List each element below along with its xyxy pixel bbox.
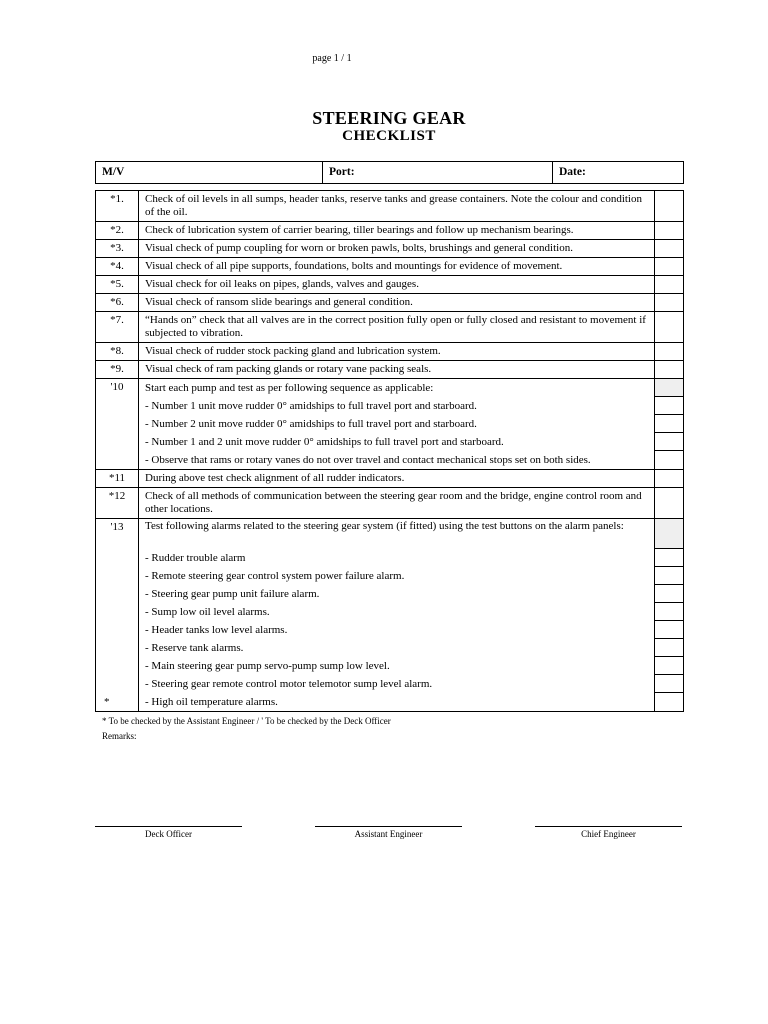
alarm-item: - Steering gear remote control motor telemotor sump level alarm. <box>145 678 433 690</box>
item-text: Visual check of ransom slide bearings and general condition. <box>139 294 655 312</box>
footnote: * To be checked by the Assistant Engineer / ' To be checked by the Deck Officer <box>102 716 391 726</box>
check-box[interactable] <box>655 258 684 276</box>
check-box[interactable] <box>655 519 683 549</box>
check-box[interactable] <box>655 488 684 519</box>
item-number: *5. <box>96 276 139 294</box>
alarm-item: - Main steering gear pump servo-pump sump low level. <box>145 660 390 672</box>
checklist-table <box>95 190 684 712</box>
checklist-row-alarm-test <box>96 519 684 712</box>
vessel-field[interactable]: M/V <box>96 162 323 184</box>
item-number: *9. <box>96 361 139 379</box>
check-box[interactable] <box>655 222 684 240</box>
check-box[interactable] <box>655 433 683 451</box>
check-box[interactable] <box>655 675 683 693</box>
deck-officer-signature-line[interactable] <box>95 826 242 827</box>
item-text: Check of lubrication system of carrier bearing, tiller bearings and follow up mechanism bearings. <box>139 222 655 240</box>
checklist-row <box>96 258 684 276</box>
alarm-item: - Remote steering gear control system power failure alarm. <box>145 570 405 582</box>
item-number: '10 <box>96 379 139 470</box>
check-box[interactable] <box>655 343 684 361</box>
assistant-engineer-label: Assistant Engineer <box>354 829 423 839</box>
check-box-group <box>655 379 684 470</box>
alarm-item: - Reserve tank alarms. <box>145 642 244 654</box>
item-text: Visual check for oil leaks on pipes, glands, valves and gauges. <box>139 276 655 294</box>
alarm-item: - High oil temperature alarms. <box>145 696 278 708</box>
item-text: “Hands on” check that all valves are in the correct position fully open or fully closed and resistant to movement if subjected to vibration. <box>139 312 655 343</box>
check-box[interactable] <box>655 415 683 433</box>
sub-step: - Number 2 unit move rudder 0° amidships to full travel port and starboard. <box>145 418 477 430</box>
check-box[interactable] <box>655 397 683 415</box>
check-box[interactable] <box>655 639 683 657</box>
remarks-label: Remarks: <box>102 731 137 741</box>
item-intro: Test following alarms related to the steering gear system (if fitted) using the test buttons on the alarm panels: <box>145 520 624 532</box>
item-text-group <box>139 379 655 470</box>
document-subtitle: CHECKLIST <box>342 128 436 144</box>
star-marker: * <box>104 696 110 708</box>
checklist-row <box>96 343 684 361</box>
item-text: Check of oil levels in all sumps, header tanks, reserve tanks and grease containers. Note the colour and condition of the oil. <box>139 191 655 222</box>
alarm-item: - Rudder trouble alarm <box>145 552 246 564</box>
alarm-item: - Sump low oil level alarms. <box>145 606 270 618</box>
check-box[interactable] <box>655 312 684 343</box>
check-box[interactable] <box>655 470 684 488</box>
check-box[interactable] <box>655 621 683 639</box>
check-box[interactable] <box>655 361 684 379</box>
item-intro: Start each pump and test as per following sequence as applicable: <box>145 382 434 394</box>
alarm-item: - Header tanks low level alarms. <box>145 624 288 636</box>
sub-step: - Observe that rams or rotary vanes do not over travel and contact mechanical stops set on both sides. <box>145 454 591 466</box>
sub-step: - Number 1 and 2 unit move rudder 0° amidships to full travel port and starboard. <box>145 436 504 448</box>
check-box[interactable] <box>655 603 683 621</box>
deck-officer-label: Deck Officer <box>144 829 193 839</box>
alarm-item: - Steering gear pump unit failure alarm. <box>145 588 320 600</box>
item-number: *4. <box>96 258 139 276</box>
item-text: During above test check alignment of all rudder indicators. <box>139 470 655 488</box>
assistant-engineer-signature-line[interactable] <box>315 826 462 827</box>
checklist-row <box>96 470 684 488</box>
item-number: *3. <box>96 240 139 258</box>
check-box[interactable] <box>655 294 684 312</box>
item-text: Visual check of all pipe supports, foundations, bolts and mountings for evidence of movement. <box>139 258 655 276</box>
checklist-row <box>96 240 684 258</box>
page-number: page 1 / 1 <box>312 53 352 64</box>
check-box[interactable] <box>655 549 683 567</box>
chief-engineer-label: Chief Engineer <box>581 829 636 839</box>
item-number: *6. <box>96 294 139 312</box>
item-number-cell <box>96 519 139 712</box>
check-box[interactable] <box>655 276 684 294</box>
header-table <box>95 161 684 184</box>
check-box[interactable] <box>655 240 684 258</box>
item-number: *12 <box>96 488 139 519</box>
document-title: STEERING GEAR <box>312 108 466 128</box>
item-number: *2. <box>96 222 139 240</box>
checklist-row <box>96 294 684 312</box>
check-box[interactable] <box>655 379 683 397</box>
date-field[interactable]: Date: <box>553 162 684 184</box>
item-number: *7. <box>96 312 139 343</box>
checklist-row <box>96 222 684 240</box>
item-number: *11 <box>96 470 139 488</box>
check-box[interactable] <box>655 657 683 675</box>
checklist-row <box>96 361 684 379</box>
item-text: Visual check of ram packing glands or rotary vane packing seals. <box>139 361 655 379</box>
item-text: Check of all methods of communication between the steering gear room and the bridge, engine control room and other locations. <box>139 488 655 519</box>
item-number: *8. <box>96 343 139 361</box>
check-box[interactable] <box>655 191 684 222</box>
item-number: '13 <box>110 521 124 533</box>
item-text: Visual check of pump coupling for worn or broken pawls, bolts, brushings and general condition. <box>139 240 655 258</box>
checklist-row-pump-test <box>96 379 684 470</box>
check-box[interactable] <box>655 585 683 603</box>
check-box[interactable] <box>655 567 683 585</box>
check-box[interactable] <box>655 693 683 710</box>
sub-step: - Number 1 unit move rudder 0° amidships to full travel port and starboard. <box>145 400 477 412</box>
item-number: *1. <box>96 191 139 222</box>
checklist-row <box>96 488 684 519</box>
item-text-group <box>139 519 655 712</box>
port-field[interactable]: Port: <box>323 162 553 184</box>
check-box[interactable] <box>655 451 683 468</box>
checklist-row <box>96 312 684 343</box>
chief-engineer-signature-line[interactable] <box>535 826 682 827</box>
checklist-row <box>96 191 684 222</box>
item-text: Visual check of rudder stock packing gland and lubrication system. <box>139 343 655 361</box>
checklist-row <box>96 276 684 294</box>
check-box-group <box>655 519 684 712</box>
